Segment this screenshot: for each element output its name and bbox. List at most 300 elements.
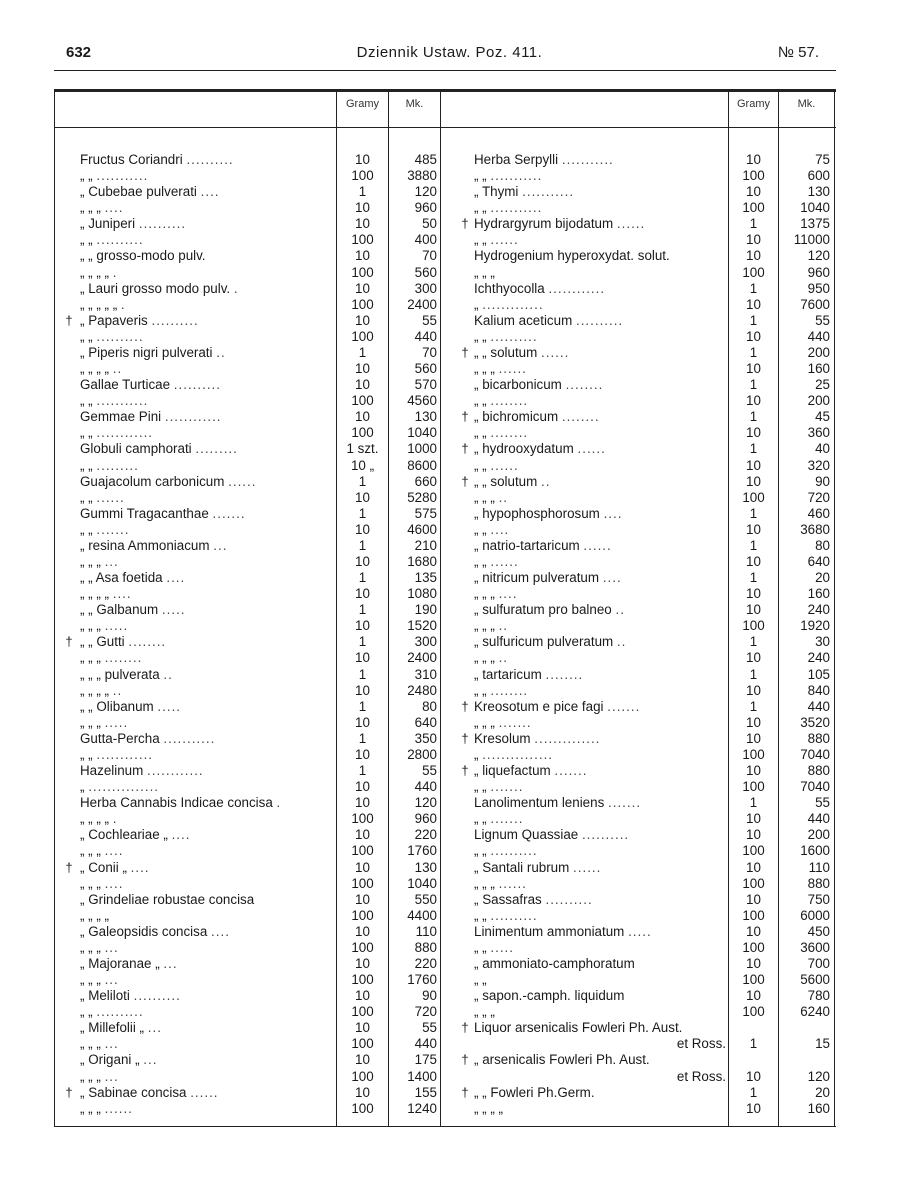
leader-dots: ....... [498,714,532,730]
item-name-cell [474,924,726,940]
dagger-mark: † [461,473,469,489]
leader-dots: ........... [163,730,216,746]
item-name-cell [474,956,726,972]
price-value: 750 [807,891,830,907]
item-name-cell [474,184,726,200]
ditto-marks: „ „ „ [474,618,495,634]
item-name: Liquor arsenicalis Fowleri Ph. Aust. [474,1020,683,1036]
table-row [0,345,899,361]
item-name: grosso-modo pulv. [96,248,206,264]
item-name: resina Ammoniacum [88,537,210,553]
table-row [0,1020,899,1036]
table-row [0,1101,899,1117]
table-row [0,570,899,586]
grams-value: 10 [746,152,761,167]
price-value: 320 [807,457,830,473]
price-value: 440 [414,779,437,795]
grams-value: 10 [355,152,370,167]
leader-dots: .. [498,489,509,505]
item-name: Millefolii „ [88,1020,145,1036]
ditto-marks: „ „ „ [474,586,495,602]
price-value: 11000 [793,232,830,248]
price-value [779,1052,830,1068]
price-value: 560 [414,361,437,377]
dagger-mark: † [461,409,469,425]
table-row [0,168,899,184]
dagger-mark [456,586,474,602]
item-name: solutum [490,473,538,489]
ditto-marks: „ „ „ [80,554,101,569]
grams-value: 10 [746,361,761,377]
table-row [0,361,899,377]
item-name-cell [474,474,726,490]
price-value: 2400 [407,650,437,666]
price-value: 70 [422,344,437,360]
grams-value: 100 [742,779,765,795]
price-value: 220 [414,956,437,971]
ditto-marks: „ [474,763,479,779]
dagger-mark: † [65,1084,73,1100]
price-value: 155 [414,1084,437,1100]
item-name: Fowleri Ph.Germ. [490,1084,595,1100]
table-row [0,506,899,522]
ditto-marks: „ [80,779,85,795]
item-name-cell [474,795,726,811]
leader-dots: .......... [490,843,538,859]
ditto-marks: „ [474,666,479,682]
grams-value: 10 [746,763,761,779]
grams-value: 10 [746,521,761,537]
price-value: 110 [415,923,437,939]
table-row [0,152,899,168]
item-name: Cubebae pulverati [88,184,197,200]
table-row [0,618,899,634]
price-value: 70 [422,248,437,264]
item-name: Gemmae Pini [80,409,162,425]
item-name: Sassafras [482,891,542,907]
item-name-cell [474,313,726,329]
dagger-mark: † [461,216,469,232]
leader-dots: ............ [548,280,606,296]
table-row [0,876,899,892]
table-row [0,924,899,940]
leader-dots: ..... [628,923,652,939]
item-name: Gummi Tragacanthae [80,505,209,521]
ditto-marks: „ „ „ [80,875,101,891]
ditto-marks: „ „ [474,168,487,184]
price-value: 485 [414,152,437,167]
item-name: Papaveris [88,312,148,328]
grams-value: 1 [749,666,758,682]
grams-value: 100 [351,1004,374,1020]
table-row [0,216,899,232]
ditto-marks: „ [80,537,85,553]
leader-dots: ........... [96,393,149,409]
ditto-marks: „ „ [80,602,93,618]
grams-value: 100 [351,296,374,312]
grams-value: 100 [742,746,765,762]
dagger-mark [456,297,474,313]
price-value: 840 [807,682,830,698]
item-name: hydrooxydatum [482,441,574,457]
table-top-border [54,89,836,92]
dagger-mark [456,152,474,168]
price-value: 3680 [800,521,830,537]
left-marks-header: Mk. [405,98,424,110]
ditto-marks: „ „ „ „ [80,907,109,923]
grams-value: 10 [355,361,370,377]
grams-value: 100 [742,1004,765,1020]
document-title: Dziennik Ustaw. Poz. 411. [356,44,543,61]
ditto-marks: „ [80,956,85,971]
item-name-cell [474,683,726,699]
item-name: Herba Cannabis Indicae concisa [80,795,273,811]
grams-value: 100 [351,1068,374,1084]
price-value: 1240 [407,1100,437,1116]
dagger-mark [456,795,474,811]
ditto-marks: „ „ [80,457,93,473]
item-name: Galeopsidis concisa [88,923,208,939]
price-value: 300 [414,280,437,296]
leader-dots: ....... [490,811,524,827]
price-value: 350 [414,730,437,746]
leader-dots: .. [112,682,123,698]
item-name-cell [474,232,726,248]
table-row [0,667,899,683]
grams-value: 1 [358,184,367,200]
item-name: Hydrogenium hyperoxydat. solut. [474,248,670,264]
leader-dots: ............ [164,409,222,425]
ditto-marks: „ „ „ „ [474,1100,503,1116]
item-name-cell [474,538,726,554]
ditto-marks: „ „ [474,457,487,473]
leader-dots: .... [112,586,132,602]
ditto-marks: „ [474,409,479,425]
item-name: Guajacolum carbonicum [80,473,225,489]
table-row [0,908,899,924]
leader-dots: ..... [490,939,514,955]
item-name-cell [474,329,726,345]
table-row [0,683,899,699]
ditto-marks: „ „ „ [80,972,101,988]
ditto-marks: „ „ „ „ „ [80,296,118,312]
grams-value: 10 [746,1100,761,1116]
grams-value: 100 [742,972,765,988]
table-row [0,731,899,747]
item-name: Linimentum ammoniatum [474,923,625,939]
grams-value: 1 [749,505,758,521]
left-grams-header: Gramy [346,98,379,110]
item-name: Hydrargyrum bijodatum [474,216,614,232]
dagger-mark [456,329,474,345]
dagger-mark [456,393,474,409]
grams-value: 10 [746,650,761,666]
item-name: Sabinae concisa [88,1084,187,1100]
grams-value: 10 [355,956,370,971]
leader-dots: .......... [545,891,593,907]
grams-value: 10 [355,795,370,811]
ditto-marks: „ „ [80,570,93,586]
ditto-marks: „ „ „ [80,714,101,730]
item-name: Gutta-Percha [80,730,160,746]
ditto-marks: „ „ [80,328,93,344]
leader-dots: .... [104,200,124,216]
grams-value: 1 [358,602,367,618]
grams-value: 10 [746,602,761,618]
item-name: Cochleariae „ [88,827,168,843]
grams-value: 100 [742,939,765,955]
table-bottom-border [54,1126,836,1127]
ditto-marks: „ „ [474,200,487,216]
ditto-marks: „ [80,988,85,1004]
ditto-marks: „ [80,216,85,232]
price-value: 160 [807,586,830,602]
price-value: 200 [807,344,830,360]
grams-value: 10 [746,1068,761,1084]
price-value: 960 [414,200,437,216]
leader-dots: ... [104,972,119,988]
price-value: 700 [807,956,830,971]
price-value: 5600 [800,972,830,988]
grams-value: 100 [742,168,765,184]
grams-value: 100 [351,393,374,409]
grams-value: 10 [355,1084,370,1100]
item-name: Asa foetida [95,570,163,586]
table-row [0,795,899,811]
dagger-mark: † [461,698,469,714]
dagger-mark [456,876,474,892]
grams-value: 10 [355,216,370,232]
ditto-marks: „ „ [474,811,487,827]
ditto-marks: „ „ „ „ [80,264,109,280]
dagger-mark [456,634,474,650]
ditto-marks: „ „ „ [474,875,495,891]
price-value: 7600 [800,296,830,312]
price-value: 2400 [407,296,437,312]
dagger-mark [456,1101,474,1117]
leader-dots: ... [104,939,119,955]
grams-value: 1 [749,537,758,553]
dagger-mark [456,843,474,859]
leader-dots: ............ [147,763,204,779]
grams-value: 10 [746,682,761,698]
item-name: Galbanum [96,602,159,618]
table-row [0,554,899,570]
price-value: 1920 [800,618,830,634]
grams-value: 10 [355,618,370,634]
item-name-cell [474,763,726,779]
dagger-mark [456,1004,474,1020]
item-name-cell [474,747,726,763]
leader-dots: ...... [577,441,606,457]
leader-dots: ...... [490,554,519,569]
grams-value: 100 [351,328,374,344]
item-name-cell [474,265,726,281]
grams-value: 10 [355,312,370,328]
price-value: 720 [807,489,830,505]
ditto-marks: „ „ „ [474,489,495,505]
table-row [0,763,899,779]
dagger-mark [456,570,474,586]
dagger-mark [456,506,474,522]
grams-value: 1 [358,730,367,746]
price-value: 440 [807,811,830,827]
grams-value: 10 [746,457,761,473]
leader-dots: ............... [88,779,160,795]
grams-value: 100 [742,843,765,859]
ditto-marks: „ [474,1052,479,1068]
ditto-marks: „ „ [80,634,93,650]
leader-dots: .... [211,923,230,939]
item-name: bicarbonicum [482,377,562,393]
ditto-marks: „ „ „ [80,1100,101,1116]
item-name-cell [474,618,726,634]
item-name-cell [474,281,726,297]
leader-dots: .... [171,827,191,843]
grams-value: 10 [355,248,370,264]
grams-value: 1 [749,634,758,650]
item-name: solutum [490,344,538,360]
ditto-marks: „ „ „ [80,939,101,955]
price-value: 5280 [407,489,437,505]
ditto-marks: „ „ „ „ [80,361,109,377]
dagger-mark [456,168,474,184]
item-name-cell [474,972,726,988]
table-row [0,892,899,908]
price-value: 440 [807,328,830,344]
price-value: 780 [807,988,830,1004]
item-name-cell [474,361,726,377]
table-row [0,843,899,859]
leader-dots: ... [104,1036,119,1052]
grams-value: 10 [355,859,370,875]
price-value: 1080 [407,586,437,602]
item-name-cell [474,892,726,908]
dagger-mark [456,184,474,200]
leader-dots: ...... [104,1100,133,1116]
item-name-cell [474,811,726,827]
table-row [0,602,899,618]
grams-value: 100 [351,939,374,955]
grams-value: 10 [355,923,370,939]
ditto-marks: „ „ [474,554,487,569]
dagger-mark: † [65,859,73,875]
table-row [0,1085,899,1101]
table-row [0,297,899,313]
ditto-marks: „ „ „ [474,361,495,377]
ditto-marks: „ „ [474,425,487,441]
item-name-cell [474,441,726,457]
leader-dots: .. [498,650,509,666]
leader-dots: ........... [490,200,543,216]
price-value: 120 [807,1068,830,1084]
item-name-cell [474,168,726,184]
item-name: bichromicum [482,409,559,425]
leader-dots: . [233,280,239,296]
price-value: 450 [807,923,830,939]
price-value: 20 [815,1084,830,1100]
ditto-marks: „ „ [80,393,93,409]
leader-dots: ... [213,537,228,553]
grams-value: 10 [746,811,761,827]
leader-dots: ....... [490,779,524,795]
grams-value: 100 [742,907,765,923]
price-value: 560 [414,264,437,280]
leader-dots: ........ [128,634,167,650]
grams-value: 10 [355,409,370,425]
ditto-marks: „ „ „ [80,666,101,682]
ditto-marks: „ [474,570,479,586]
dagger-mark [456,1069,474,1085]
right-marks-header: Mk. [797,98,816,110]
table-row [0,860,899,876]
leader-dots: ...... [490,232,519,248]
dagger-mark [456,602,474,618]
grams-value: 10 [355,827,370,843]
leader-dots: ...... [583,537,612,553]
ditto-marks: „ „ [474,473,487,489]
grams-value: 1 [749,698,758,714]
ditto-marks: „ „ [80,698,93,714]
leader-dots: .......... [575,312,624,328]
leader-dots: ........ [104,650,143,666]
price-value: 105 [807,666,830,682]
price-value: 960 [414,811,437,827]
leader-dots: ............... [482,746,554,762]
leader-dots: ... [104,1068,119,1084]
grams-value: 100 [351,1100,374,1116]
item-name-cell [474,490,726,506]
price-value: 7040 [800,779,830,795]
ditto-marks: „ „ [80,425,93,441]
grams-value: 1 [358,570,367,586]
ditto-marks: „ „ [474,393,487,409]
price-value: 7040 [800,746,830,762]
ditto-marks: „ „ [474,232,487,248]
dagger-mark [456,892,474,908]
price-value: 190 [414,602,437,618]
ditto-marks: „ [474,634,479,650]
price-value: 640 [807,554,830,569]
dagger-mark [456,361,474,377]
table-row [0,715,899,731]
leader-dots: .... [130,859,150,875]
leader-dots: ........ [545,666,584,682]
leader-dots: ........... [96,168,149,184]
price-value: 210 [414,537,437,553]
grams-value: 10 [746,891,761,907]
grams-value: 10 [746,730,761,746]
table-row [0,313,899,329]
item-name-cell [474,1020,726,1036]
ditto-marks: „ „ [80,248,93,264]
grams-value: 100 [351,264,374,280]
dagger-mark [456,232,474,248]
item-name-cell [474,345,726,361]
ditto-marks: „ „ „ „ [80,811,109,827]
item-name-cell [474,152,726,168]
item-name: Fructus Coriandri [80,152,183,167]
ditto-marks: „ „ [474,779,487,795]
dagger-mark [456,281,474,297]
price-value: 45 [815,409,830,425]
price-value: 3880 [407,168,437,184]
item-name: et Ross. [676,1036,726,1052]
grams-value: 10 [746,827,761,843]
price-value: 720 [414,1004,437,1020]
page-number: 632 [66,44,92,61]
grams-value: 10 [746,328,761,344]
